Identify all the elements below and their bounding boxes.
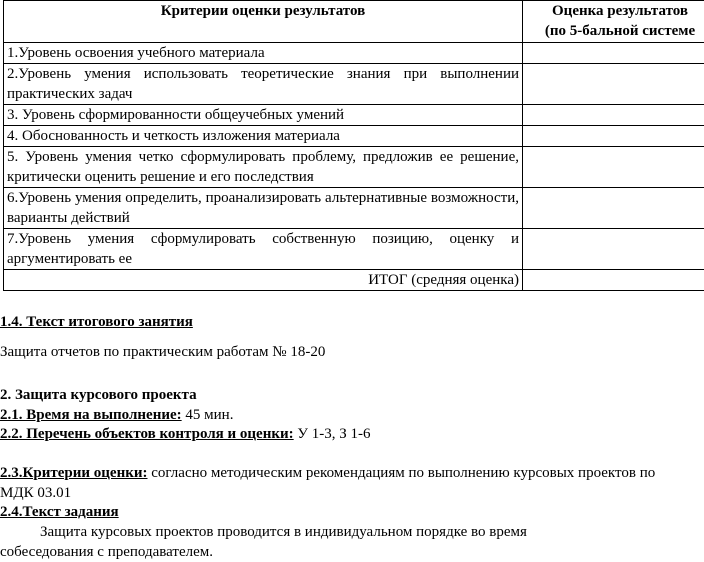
time-value: 45 мин. — [182, 407, 234, 423]
criteria-value: согласно методическим рекомендациям по выполнению курсовых проектов по МДК 03.01 — [0, 465, 655, 501]
table-row — [4, 147, 704, 188]
criterion-cell: 2.Уровень умения использовать теоретические знания при выполнении практических задач — [4, 64, 523, 105]
section-2-4-heading: 2.4.Текст задания — [0, 502, 704, 522]
score-header-line1: Оценка результатов — [552, 3, 688, 19]
score-cell[interactable] — [523, 188, 704, 229]
criterion-cell: 5. Уровень умения четко сформулировать проблему, предложив ее решение, критически оценить решение и его последствия — [4, 147, 523, 188]
objects-label: 2.2. Перечень объектов контроля и оценки: — [0, 426, 294, 442]
score-cell[interactable] — [523, 105, 704, 126]
table-row — [4, 188, 704, 229]
evaluation-table — [3, 0, 704, 291]
score-cell[interactable] — [523, 147, 704, 188]
score-header — [523, 1, 704, 43]
table-row — [4, 229, 704, 270]
score-cell[interactable] — [523, 229, 704, 270]
table-row — [4, 64, 704, 105]
score-header-line2: (по 5-бальной системе — [545, 23, 695, 39]
score-cell[interactable] — [523, 64, 704, 105]
total-score-cell[interactable] — [523, 270, 704, 291]
section-2-1-time — [0, 405, 704, 425]
criterion-cell: 1.Уровень освоения учебного материала — [4, 43, 523, 64]
criterion-cell: 7.Уровень умения сформулировать собственную позицию, оценку и аргументировать ее — [4, 229, 523, 270]
section-2-2-objects — [0, 424, 704, 444]
objects-value: У 1-3, З 1-6 — [294, 426, 371, 442]
score-cell[interactable] — [523, 43, 704, 64]
criterion-cell: 4. Обоснованность и четкость изложения материала — [4, 126, 523, 147]
criteria-label: 2.3.Критерии оценки: — [0, 465, 148, 481]
section-2-4-text: Защита курсовых проектов проводится в индивидуальном порядке во время собеседования с преподавателем. — [0, 522, 600, 562]
table-row — [4, 105, 704, 126]
section-2-heading: 2. Защита курсового проекта — [0, 385, 704, 405]
criterion-cell: 6.Уровень умения определить, проанализировать альтернативные возможности, варианты действий — [4, 188, 523, 229]
criteria-header: Критерии оценки результатов — [4, 1, 523, 43]
table-row — [4, 43, 704, 64]
score-cell[interactable] — [523, 126, 704, 147]
total-label: ИТОГ (средняя оценка) — [4, 270, 523, 291]
table-row — [4, 126, 704, 147]
section-1-4-heading: 1.4. Текст итогового занятия — [0, 312, 704, 332]
time-label: 2.1. Время на выполнение: — [0, 407, 182, 423]
criterion-cell: 3. Уровень сформированности общеучебных умений — [4, 105, 523, 126]
section-1-4-text: Защита отчетов по практическим работам № 18-20 — [0, 342, 704, 362]
section-2-3-criteria — [0, 463, 690, 503]
total-row — [4, 270, 704, 291]
